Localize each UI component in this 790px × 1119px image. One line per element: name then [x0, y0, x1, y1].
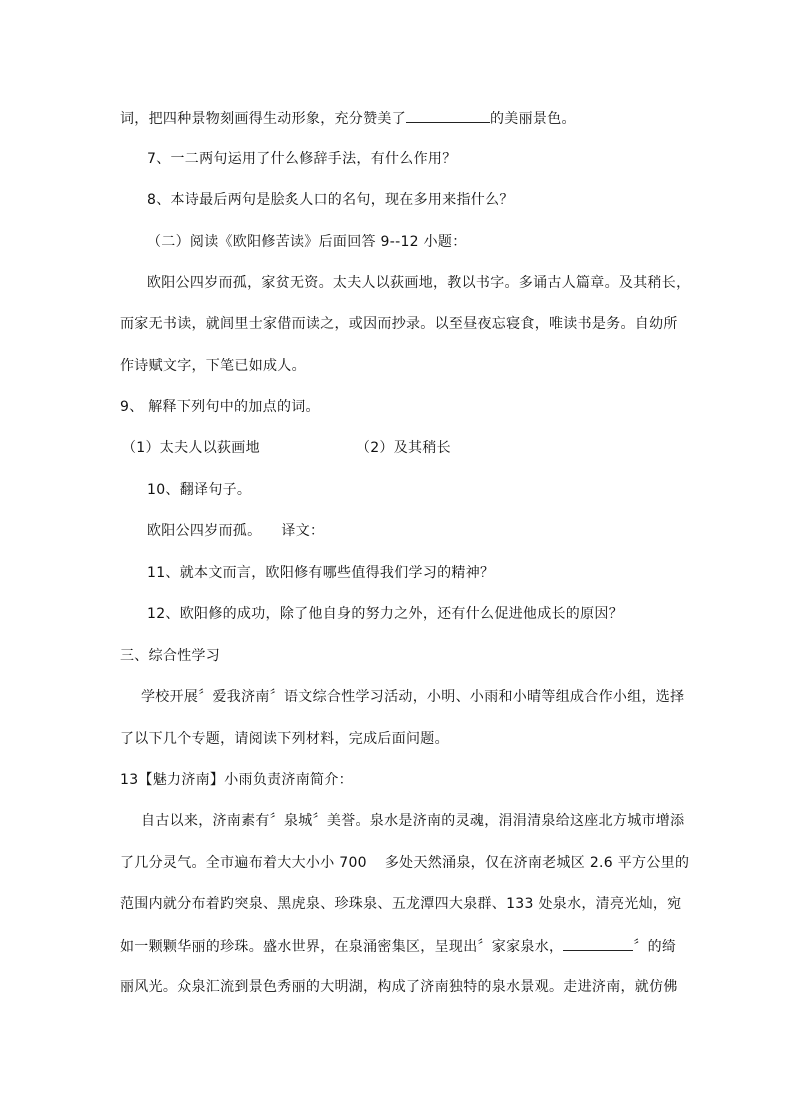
question-10: 10、翻译句子。	[147, 482, 252, 498]
line-poem-summary	[120, 108, 576, 129]
question-11: 11、就本文而言，欧阳修有哪些值得我们学习的精神？	[147, 565, 495, 581]
question-7: 7、一二两句运用了什么修辞手法，有什么作用？	[147, 151, 457, 167]
passage-line-2: 而家无书读，就闾里士家借而读之，或因而抄录。以至昼夜忘寝食，唯读书是务。自幼所	[120, 316, 678, 332]
jinan-line-4-start: 如一颗颗华丽的珍珠。盛水世界，在泉涌密集区，呈现出〞家家泉水，	[120, 939, 564, 955]
fill-blank-1[interactable]	[406, 108, 490, 123]
question-10-sentence: 欧阳公四岁而孤。	[147, 523, 262, 539]
question-10-sentence-row	[147, 521, 324, 541]
jinan-line-2	[120, 853, 689, 873]
question-13: 13【魅力济南】小雨负责济南简介：	[120, 772, 353, 788]
text-summary-end: 的美丽景色。	[490, 111, 576, 127]
jinan-line-1: 自古以来，济南素有〞泉城〞美誉。泉水是济南的灵魂，涓涓清泉给这座北方城市增添	[141, 813, 685, 829]
question-9-item-1: （1）太夫人以荻画地	[122, 440, 260, 456]
jinan-line-2-end: 多处天然涌泉，仅在济南老城区 2.6 平方公里的	[384, 855, 690, 871]
jinan-line-2-start: 了几分灵气。全市遍布着大大小小 700	[120, 855, 367, 871]
question-9-items	[122, 438, 451, 458]
fill-blank-2[interactable]	[563, 936, 633, 951]
activity-line-1: 学校开展〞爱我济南〞语文综合性学习活动，小明、小雨和小晴等组成合作小组，选择	[141, 689, 685, 705]
activity-line-2: 了以下几个专题，请阅读下列材料，完成后面问题。	[120, 731, 449, 747]
jinan-line-5: 丽风光。众泉汇流到景色秀丽的大明湖，构成了济南独特的泉水景观。走进济南，就仿佛	[120, 979, 678, 995]
jinan-line-3: 范围内就分布着趵突泉、黑虎泉、珍珠泉、五龙潭四大泉群、133 处泉水，清亮光灿，宛	[120, 896, 682, 912]
question-9: 9、 解释下列句中的加点的词。	[120, 399, 320, 415]
text-summary-start: 词，把四种景物刻画得生动形象，充分赞美了	[120, 111, 406, 127]
question-8: 8、本诗最后两句是脍炙人口的名句，现在多用来指什么？	[147, 192, 514, 208]
question-9-item-2: （2）及其稍长	[355, 440, 451, 456]
section-2-heading: （二）阅读《欧阳修苦读》后面回答 9--12 小题：	[147, 234, 467, 250]
passage-line-1: 欧阳公四岁而孤，家贫无资。太夫人以荻画地，教以书字。多诵古人篇章。及其稍长，	[147, 275, 691, 291]
passage-line-3: 作诗赋文字，下笔已如成人。	[120, 358, 306, 374]
question-12: 12、欧阳修的成功，除了他自身的努力之外，还有什么促进他成长的原因？	[147, 606, 624, 622]
section-3-heading: 三、综合性学习	[120, 648, 221, 664]
jinan-line-4	[120, 936, 676, 957]
translation-label: 译文：	[281, 523, 325, 539]
jinan-line-4-end: 〞的绮	[633, 939, 677, 955]
